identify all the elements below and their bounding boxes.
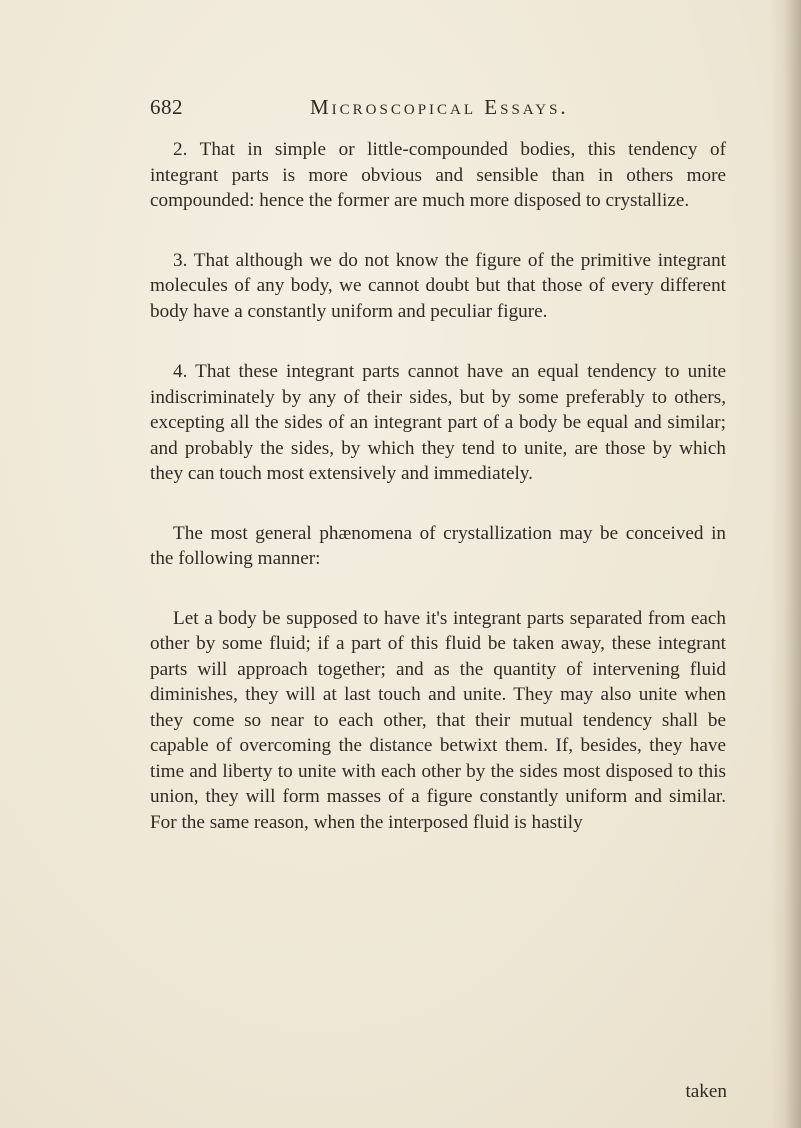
body-text — [150, 137, 726, 835]
paragraph-item-4: 4. That these integrant parts cannot have an equal tendency to unite indiscriminately by any of their sides, but by some preferably to others, excepting all the sides of an integrant part of a body be equal and similar; and probably the sides, by which they tend to unite, are those by which they can touch most extensively and immediately. — [150, 361, 726, 484]
paragraph-general-phenomena: The most general phænomena of crystallization may be conceived in the following manner: — [150, 522, 726, 569]
page-header — [150, 95, 750, 125]
page-number: 682 — [150, 95, 183, 119]
paragraph-item-3: 3. That although we do not know the figure of the primitive integrant molecules of any body, we cannot doubt but that those of every different body have a constantly uniform and peculiar figure. — [150, 249, 726, 322]
paragraph-supposition: Let a body be supposed to have it's integrant parts separated from each other by some fluid; if a part of this fluid be taken away, these integrant parts will approach together; and as the quantity of intervening fluid diminishes, they will at last touch and unite. They may also unite when they come so near to each other, that their mutual tendency shall be capable of overcoming the distance betwixt them. If, besides, they have time and liberty to unite with each other by the sides most disposed to this union, they will form masses of a figure constantly uniform and similar. For the same reason, when the interposed fluid is hastily — [150, 607, 726, 833]
catchword: taken — [685, 1081, 727, 1102]
running-title: Microscopical Essays. — [310, 95, 569, 119]
paragraph-item-2: 2. That in simple or little-compounded bodies, this tendency of integrant parts is more obvious and sensible than in others more compounded: hence the former are much more disposed to crystallize. — [150, 139, 726, 211]
